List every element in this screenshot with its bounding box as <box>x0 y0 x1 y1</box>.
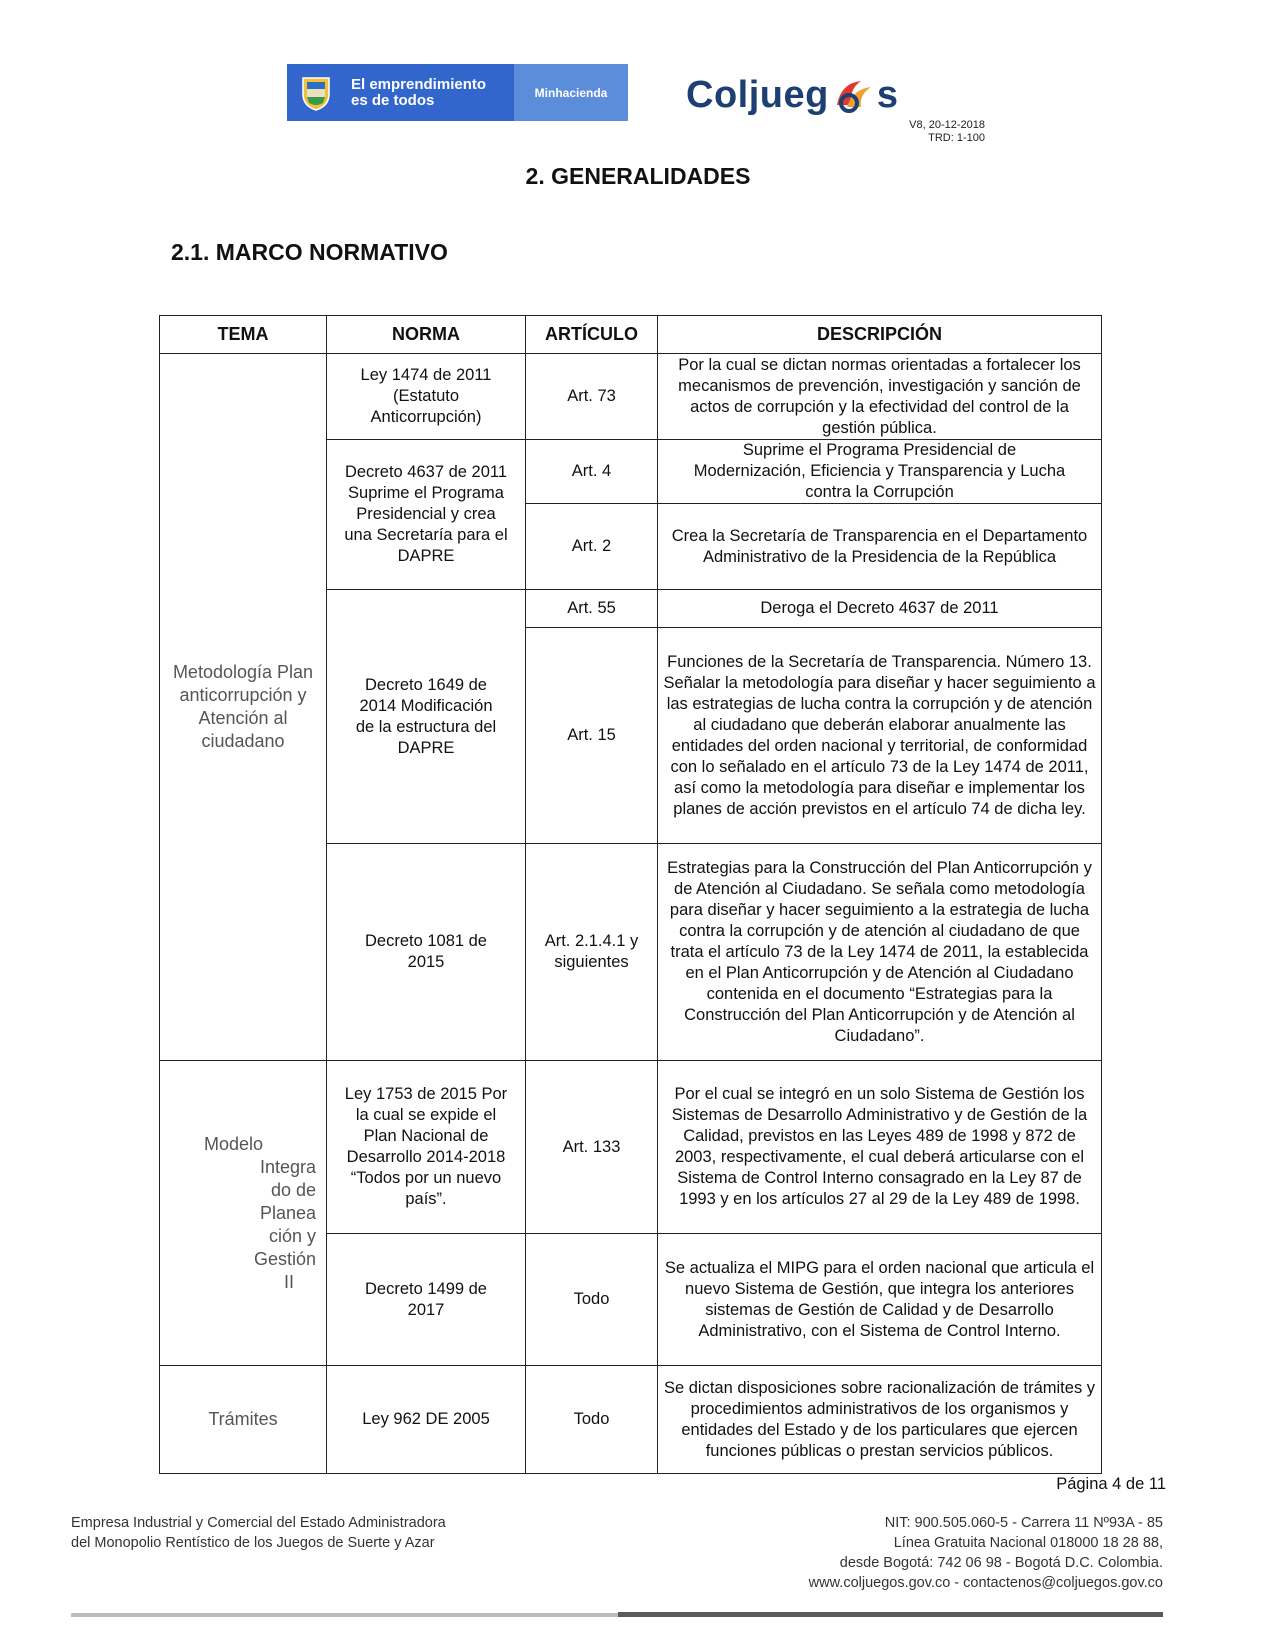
tema-cell: Metodología Plan anticorrupción y Atención al ciudadano <box>160 354 327 1061</box>
descripcion-cell: Por el cual se integró en un solo Sistema de Gestión los Sistemas de Desarrollo Administrativo y de Gestión de la Calidad, previstos en las Leyes 489 de 1998 y 872 de 2003, respectivamente, el cual deberá articularse con el Sistema de Control Interno consagrado en la Ley 87 de 1993 y en los artículos 27 al 29 de la Ley 489 de 1998. <box>658 1061 1102 1234</box>
descripcion-cell: Se dictan disposiciones sobre racionalización de trámites y procedimientos administrativos de los organismos y entidades del Estado y de los particulares que ejercen funciones públicas o prestan servicios públicos. <box>658 1366 1102 1474</box>
norma-cell: Decreto 1649 de 2014 Modificación de la estructura del DAPRE <box>327 590 526 844</box>
normative-framework-table <box>159 315 1102 1474</box>
norma-cell: Decreto 4637 de 2011 Suprime el Programa Presidencial y crea una Secretaría para el DAPRE <box>327 440 526 590</box>
tema-cell: Trámites <box>160 1366 327 1474</box>
gov-slogan-line1: El emprendimiento <box>351 75 487 93</box>
descripcion-cell: Crea la Secretaría de Transparencia en el Departamento Administrativo de la Presidencia de la República <box>658 504 1102 590</box>
footer-left-line: del Monopolio Rentístico de los Juegos de Suerte y Azar <box>71 1535 435 1551</box>
brand-text-right: s <box>876 73 899 116</box>
descripcion-cell: Deroga el Decreto 4637 de 2011 <box>658 590 1102 628</box>
gov-slogan-line2: es de todos <box>351 91 435 109</box>
footer-contact <box>809 1513 1163 1593</box>
table-header-row <box>160 316 1102 354</box>
footer-rule-dark <box>618 1612 1163 1617</box>
tema-line: Modelo <box>204 1133 264 1154</box>
coat-of-arms-icon <box>299 74 333 112</box>
page-number: Página 4 de 11 <box>1056 1475 1166 1493</box>
government-slogan-block <box>287 64 514 121</box>
header-norma: NORMA <box>327 316 526 354</box>
descripcion-cell: Suprime el Programa Presidencial de Modernización, Eficiencia y Transparencia y Lucha contra la Corrupción <box>658 440 1102 504</box>
header-articulo: ARTÍCULO <box>526 316 658 354</box>
norma-cell: Decreto 1081 de 2015 <box>327 844 526 1061</box>
trd-code: TRD: 1-100 <box>928 132 985 144</box>
norma-cell: Ley 1474 de 2011 (Estatuto Anticorrupción) <box>327 354 526 440</box>
norma-cell: Ley 962 DE 2005 <box>327 1366 526 1474</box>
coljuegos-logo <box>686 70 898 120</box>
tema-line: Gestión <box>253 1248 316 1269</box>
tema-line: ción y <box>268 1225 316 1246</box>
descripcion-cell: Se actualiza el MIPG para el orden nacional que articula el nuevo Sistema de Gestión, que integra los anteriores sistemas de Gestión de Calidad y de Desarrollo Administrativo, con el Sistema de Control Interno. <box>658 1234 1102 1366</box>
footer-right-line: NIT: 900.505.060-5 - Carrera 11 Nº93A - 85 <box>884 1515 1163 1531</box>
government-banner <box>287 64 628 121</box>
tema-cell-mipg <box>160 1061 327 1366</box>
document-version <box>909 119 985 145</box>
articulo-cell: Art. 4 <box>526 440 658 504</box>
header-tema: TEMA <box>160 316 327 354</box>
norma-cell: Decreto 1499 de 2017 <box>327 1234 526 1366</box>
table-row <box>160 354 1102 440</box>
header-descripcion: DESCRIPCIÓN <box>658 316 1102 354</box>
articulo-cell: Todo <box>526 1366 658 1474</box>
footer-right-line: desde Bogotá: 742 06 98 - Bogotá D.C. Colombia. <box>839 1555 1163 1571</box>
footer-left-line: Empresa Industrial y Comercial del Estado Administradora <box>71 1515 446 1531</box>
table-row <box>160 1366 1102 1474</box>
section-title: 2. GENERALIDADES <box>525 163 751 189</box>
articulo-cell: Art. 133 <box>526 1061 658 1234</box>
tema-line: Planea <box>259 1202 316 1223</box>
subsection-title: 2.1. MARCO NORMATIVO <box>171 239 448 265</box>
footer-right-line: Línea Gratuita Nacional 018000 18 28 88, <box>893 1535 1163 1551</box>
articulo-cell: Art. 15 <box>526 628 658 844</box>
ministry-label: Minhacienda <box>514 64 628 121</box>
articulo-cell: Art. 2.1.4.1 y siguientes <box>526 844 658 1061</box>
norma-cell: Ley 1753 de 2015 Por la cual se expide el Plan Nacional de Desarrollo 2014-2018 “Todos por un nuevo país”. <box>327 1061 526 1234</box>
brand-text-left: Coljueg <box>686 73 829 116</box>
descripcion-cell: Funciones de la Secretaría de Transparencia. Número 13. Señalar la metodología para diseñar y hacer seguimiento a las estrategias de lucha contra la corrupción y de atención al ciudadano que deberán elaborar anualmente las entidades del orden nacional y territorial, de conformidad con lo señalado en el artículo 73 de la Ley 1474 de 2011, así como la metodología para diseñar e implementar los planes de acción previstos en el artículo 74 de dicha ley. <box>658 628 1102 844</box>
articulo-cell: Art. 73 <box>526 354 658 440</box>
descripcion-cell: Estrategias para la Construcción del Plan Anticorrupción y de Atención al Ciudadano. Se señala como metodología para diseñar y hacer seguimiento a la estrategia de lucha contra la corrupción y de atención al ciudadano de que trata el artículo 73 de la Ley 1474 de 2011, la establecida en el Plan Anticorrupción y de Atención al Ciudadano contenida en el documento “Estrategias para la Construcción del Plan Anticorrupción y de Atención al Ciudadano”. <box>658 844 1102 1061</box>
articulo-cell: Art. 2 <box>526 504 658 590</box>
articulo-cell: Art. 55 <box>526 590 658 628</box>
tema-line: do de <box>270 1179 316 1200</box>
articulo-cell: Todo <box>526 1234 658 1366</box>
coljuegos-flame-icon <box>831 75 875 115</box>
descripcion-cell: Por la cual se dictan normas orientadas a fortalecer los mecanismos de prevención, investigación y sanción de actos de corrupción y la efectividad del control de la gestión pública. <box>658 354 1102 440</box>
tema-line: Integra <box>259 1156 316 1177</box>
footer-right-line: www.coljuegos.gov.co - contactenos@coljuegos.gov.co <box>808 1575 1163 1591</box>
version-date: V8, 20-12-2018 <box>909 119 985 131</box>
footer-company <box>71 1513 446 1553</box>
footer-rule-light <box>71 1613 618 1617</box>
table-row <box>160 1061 1102 1234</box>
tema-line: II <box>283 1271 294 1292</box>
